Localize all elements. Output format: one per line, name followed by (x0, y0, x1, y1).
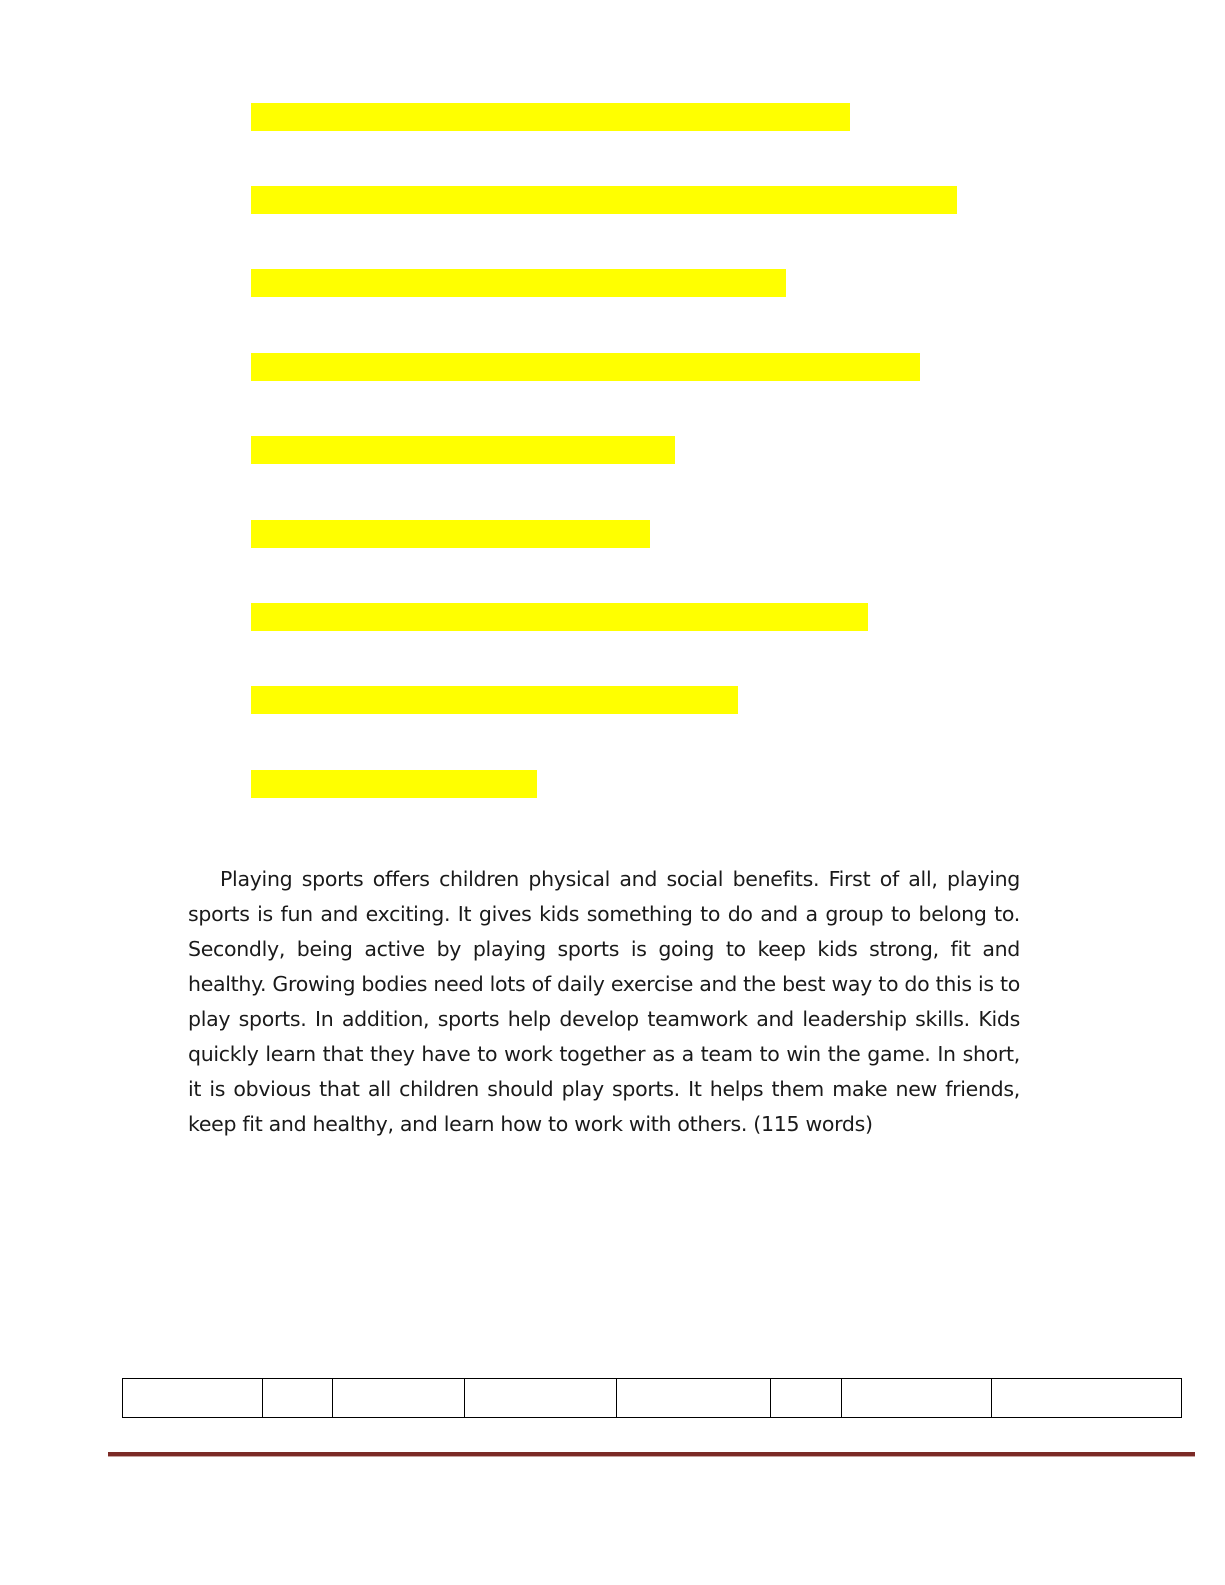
footer-table-cell (465, 1379, 617, 1418)
footer-table-row (123, 1379, 1182, 1418)
highlight-bar (251, 353, 920, 381)
highlight-bar (251, 269, 786, 297)
footer-table-cell (617, 1379, 771, 1418)
highlight-bar (251, 603, 868, 631)
highlight-bar (251, 520, 650, 548)
highlight-bar (251, 186, 957, 214)
footer-table (122, 1378, 1182, 1418)
sports-passage: Playing sports offers children physical and social benefits. First of all, playing sports is fun and exciting. It gives kids something to do and a group to belong to. Secondly, being active by playing sports is going to keep kids strong, fit and healthy. Growing bodies need lots of daily exercise and the best way to do this is to play sports. In addition, sports help develop teamwork and leadership skills. Kids quickly learn that they have to work together as a team to win the game. In short, it is obvious that all children should play sports. It helps them make new friends, keep fit and healthy, and learn how to work with others. (115 words) (188, 867, 1020, 1136)
highlight-bar (251, 436, 675, 464)
highlight-bar (251, 770, 537, 798)
footer-table-cell (771, 1379, 842, 1418)
footer-table-cell (263, 1379, 333, 1418)
footer-table-cell (333, 1379, 465, 1418)
footer-rule (108, 1452, 1195, 1457)
footer-table-cell (842, 1379, 992, 1418)
footer-table-cell (992, 1379, 1182, 1418)
highlight-bar (251, 686, 738, 714)
footer-table-cell (123, 1379, 263, 1418)
highlight-bar (251, 103, 850, 131)
